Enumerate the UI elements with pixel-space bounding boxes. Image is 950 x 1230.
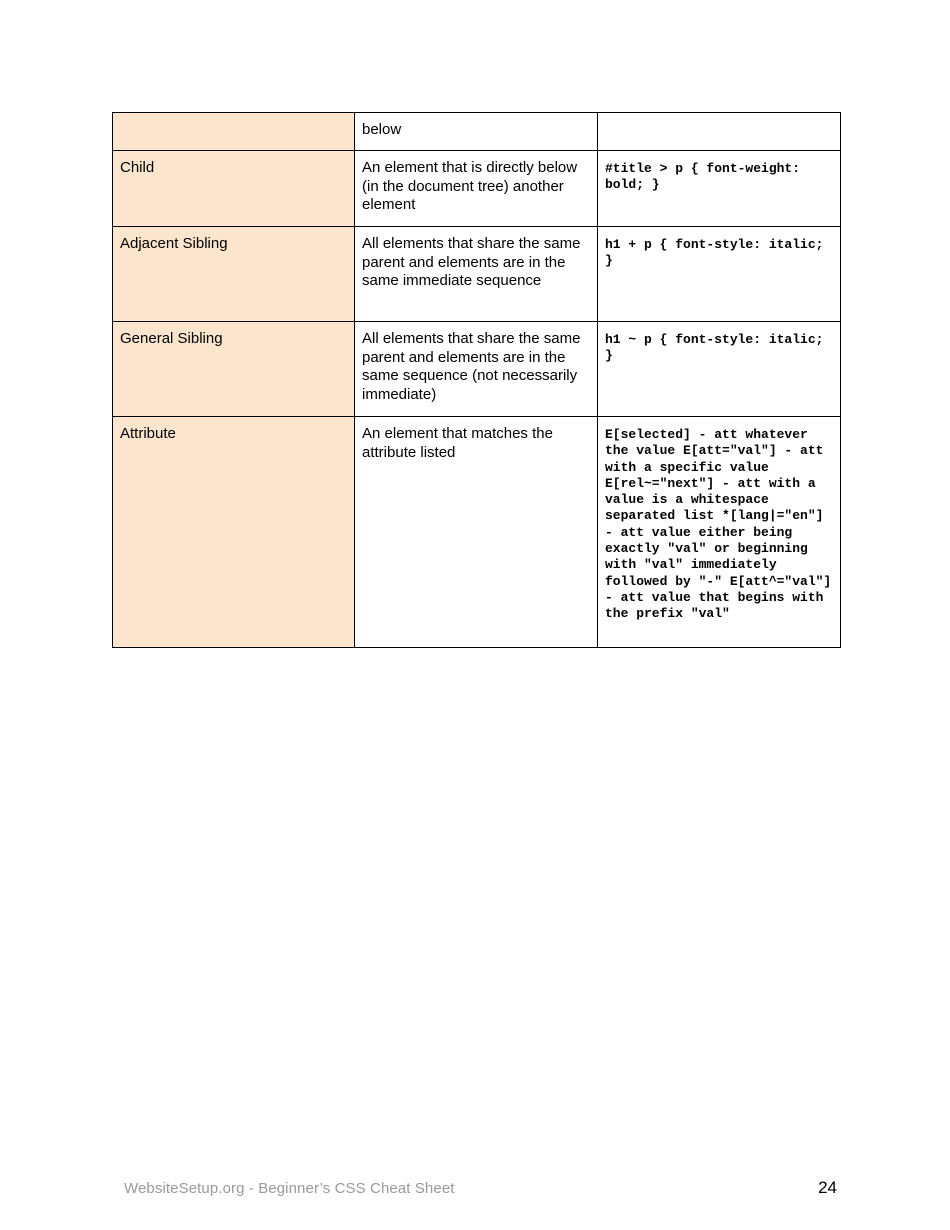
selector-name-cell: General Sibling [113,322,355,417]
table-row [113,113,841,151]
selector-example-cell: h1 + p { font-style: italic; } [598,227,841,322]
css-selectors-table [112,112,841,648]
selector-name-cell [113,113,355,151]
selector-description-cell: All elements that share the same parent and elements are in the same immediate sequence [355,227,598,322]
table-row [113,417,841,648]
page-number: 24 [818,1178,837,1197]
table-row [113,151,841,227]
footer-title: WebsiteSetup.org - Beginner’s CSS Cheat Sheet [124,1180,455,1197]
selector-example-cell: h1 ~ p { font-style: italic; } [598,322,841,417]
selector-name-cell: Attribute [113,417,355,648]
selector-name-cell: Adjacent Sibling [113,227,355,322]
selector-example-cell: E[selected] - att whatever the value E[att="val"] - att with a specific value E[rel~="next"] - att with a value is a whitespace separated list *[lang|="en"] - att value either being exactly "val" or beginning with "val" immediately followed by "-" E[att^="val"] - att value that begins with the prefix "val" [598,417,841,648]
selector-example-cell: #title > p { font-weight: bold; } [598,151,841,227]
selector-description-cell: below [355,113,598,151]
selector-description-cell: An element that is directly below (in the document tree) another element [355,151,598,227]
table-row [113,322,841,417]
selector-description-cell: All elements that share the same parent and elements are in the same sequence (not necessarily immediate) [355,322,598,417]
selector-example-cell [598,113,841,151]
selector-name-cell: Child [113,151,355,227]
table-row [113,227,841,322]
selector-description-cell: An element that matches the attribute listed [355,417,598,648]
